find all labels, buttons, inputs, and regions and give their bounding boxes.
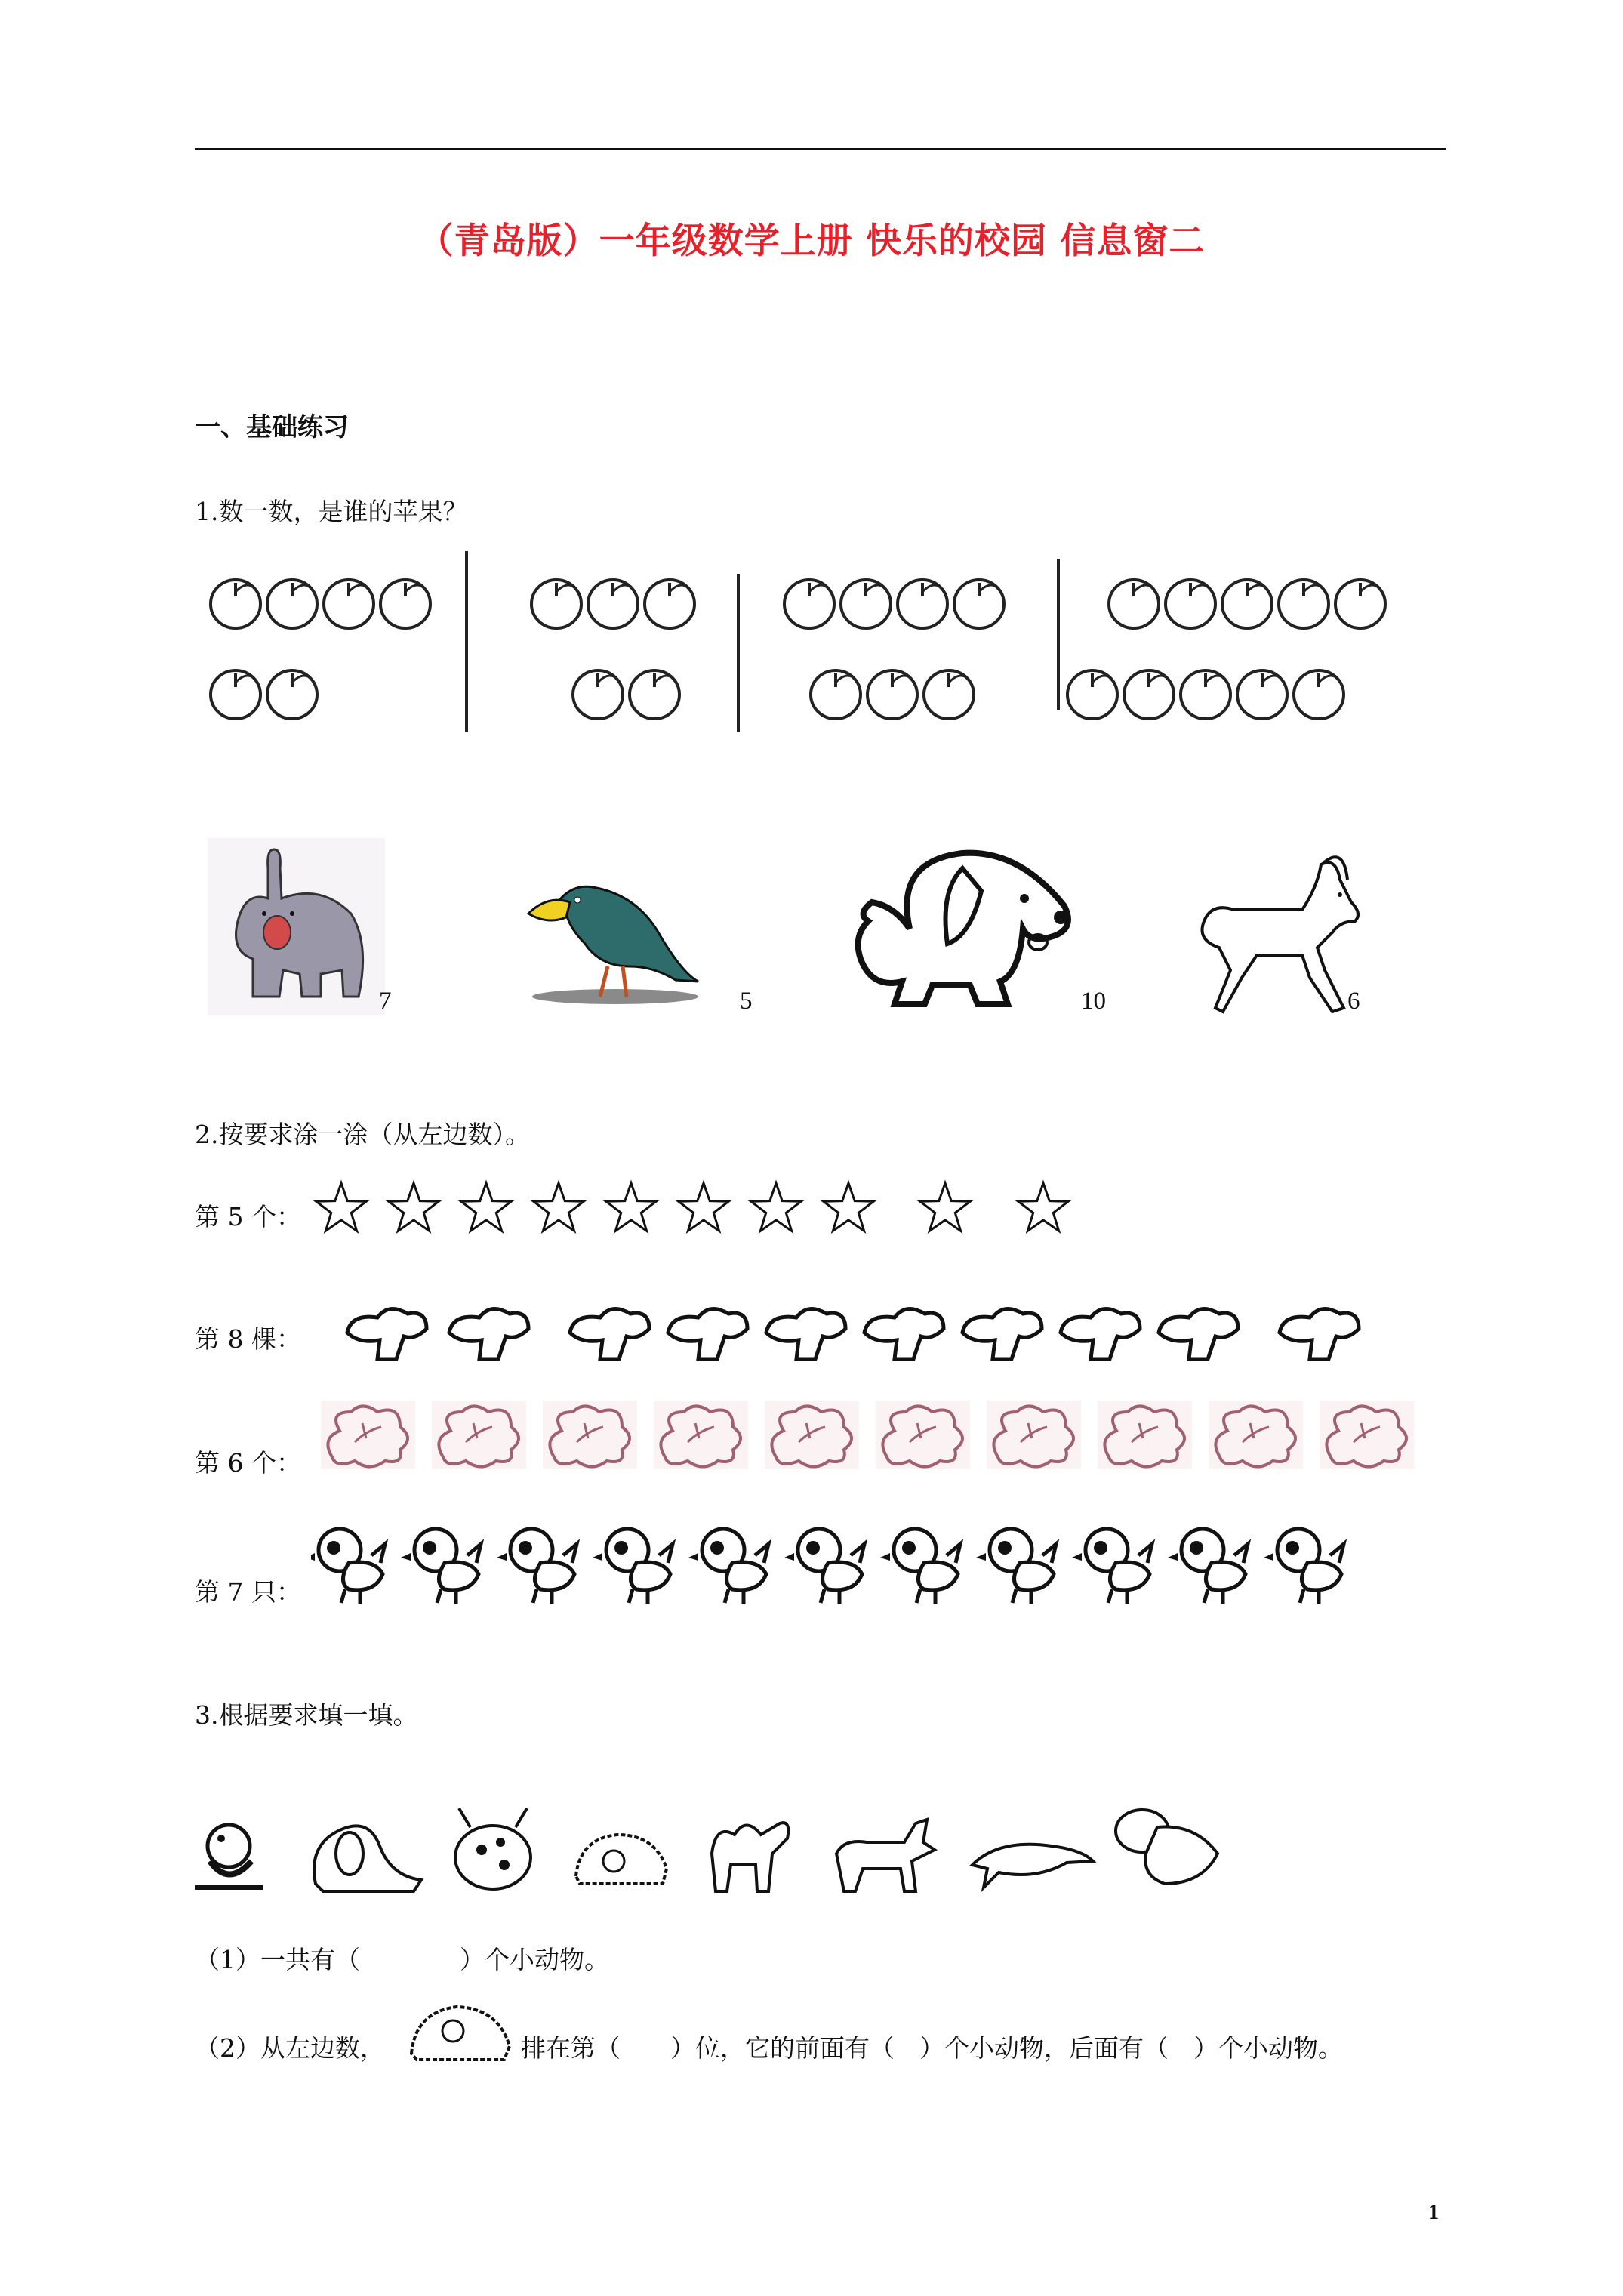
chick-icon xyxy=(1168,1529,1248,1604)
q3-sub2-before: （2）从左边数， xyxy=(195,2033,385,2063)
chick-icon xyxy=(976,1529,1056,1604)
q3-sub1: （1）一共有（ ）个小动物。 xyxy=(195,1945,609,1974)
elephant-number: 7 xyxy=(379,988,392,1015)
star-icon xyxy=(751,1183,802,1231)
apple-icon xyxy=(1335,580,1385,628)
apple-icon xyxy=(531,580,581,628)
apple-icon xyxy=(1166,580,1215,628)
elephant-picture xyxy=(208,838,385,1015)
chick-icon xyxy=(880,1529,960,1604)
apple-icon xyxy=(588,580,638,628)
apple-icon xyxy=(630,670,679,719)
star-icon xyxy=(920,1183,971,1231)
hedgehog-icon-inline xyxy=(408,1993,513,2065)
flower-icon xyxy=(543,1401,637,1469)
flower-icon xyxy=(1209,1401,1303,1469)
crow-number: 5 xyxy=(740,988,753,1015)
tree-icon xyxy=(347,1309,427,1359)
chick-icon xyxy=(688,1529,768,1604)
camel-icon xyxy=(712,1823,788,1891)
apple-icon xyxy=(924,670,974,719)
star-icon xyxy=(534,1183,584,1231)
apple-icon xyxy=(811,670,861,719)
q3-animal-row xyxy=(195,1801,1252,1895)
hedgehog-icon xyxy=(576,1835,667,1884)
flower-row[interactable] xyxy=(321,1401,1423,1476)
apple-icon xyxy=(324,580,374,628)
deer-icon xyxy=(836,1820,935,1891)
apple-icon xyxy=(380,580,430,628)
star-icon xyxy=(1018,1183,1069,1231)
apple-icon xyxy=(1067,670,1117,719)
top-rule xyxy=(195,148,1446,150)
star-icon xyxy=(316,1183,367,1231)
apple-icon xyxy=(1279,580,1329,628)
star-icon xyxy=(606,1183,657,1231)
star-icon xyxy=(679,1183,729,1231)
tree-icon xyxy=(1159,1309,1238,1359)
tree-icon xyxy=(1280,1309,1359,1359)
apple-icon xyxy=(867,670,917,719)
flower-icon xyxy=(654,1401,748,1469)
star-icon xyxy=(824,1183,874,1231)
q1-prompt: 1.数一数，是谁的苹果？ xyxy=(195,497,468,526)
flower-icon xyxy=(765,1401,859,1469)
flower-icon xyxy=(987,1401,1081,1469)
apple-icon xyxy=(645,580,694,628)
flower-icon xyxy=(876,1401,970,1469)
tree-icon xyxy=(962,1309,1042,1359)
chick-icon xyxy=(1072,1529,1152,1604)
bird-icon xyxy=(1116,1810,1218,1884)
chick-row[interactable] xyxy=(311,1521,1360,1608)
row-label-flower: 第 6 个： xyxy=(195,1448,301,1478)
ladybug-icon xyxy=(455,1808,531,1889)
apple-icon xyxy=(1109,580,1159,628)
tree-icon xyxy=(864,1309,944,1359)
apple-icon xyxy=(211,580,260,628)
goat-picture xyxy=(1189,849,1363,1015)
flower-icon xyxy=(1098,1401,1192,1469)
apple-icon xyxy=(267,580,317,628)
chick-icon xyxy=(1264,1529,1344,1604)
row-label-chick: 第 7 只： xyxy=(195,1577,301,1607)
goat-number: 6 xyxy=(1347,988,1360,1015)
crow-picture xyxy=(525,853,702,1004)
star-row[interactable] xyxy=(313,1179,1106,1240)
chick-icon xyxy=(784,1529,864,1604)
page-number: 1 xyxy=(1428,2201,1439,2224)
row-label-tree: 第 8 棵： xyxy=(195,1324,301,1354)
apple-icon xyxy=(211,670,260,719)
q3-prompt: 3.根据要求填一填。 xyxy=(195,1700,418,1730)
dog-number: 10 xyxy=(1081,988,1106,1015)
row-label-star: 第 5 个： xyxy=(195,1202,301,1231)
flower-icon xyxy=(321,1401,415,1469)
page-title: （青岛版）一年级数学上册 快乐的校园 信息窗二 xyxy=(417,220,1206,262)
apple-icon xyxy=(1294,670,1344,719)
chick-icon xyxy=(311,1529,385,1604)
apple-icon xyxy=(954,580,1004,628)
tree-row[interactable] xyxy=(332,1291,1389,1374)
flower-icon xyxy=(1320,1401,1414,1469)
apple-icon xyxy=(573,670,623,719)
apple-icon xyxy=(267,670,317,719)
apple-icon xyxy=(1181,670,1230,719)
tree-icon xyxy=(449,1309,528,1359)
apple-icon xyxy=(1237,670,1287,719)
tree-icon xyxy=(766,1309,845,1359)
puppy-icon xyxy=(314,1826,421,1891)
apple-icon xyxy=(841,580,891,628)
apple-groups xyxy=(189,551,1397,747)
apple-icon xyxy=(898,580,947,628)
dolphin-icon xyxy=(972,1845,1093,1888)
frog-icon xyxy=(195,1825,263,1888)
tree-icon xyxy=(570,1309,649,1359)
section-heading: 一、基础练习 xyxy=(195,412,349,442)
star-icon xyxy=(389,1183,439,1231)
q3-sub2-after: 排在第（ ）位，它的前面有（ ）个小动物，后面有（ ）个小动物。 xyxy=(521,2033,1343,2063)
apple-icon xyxy=(1124,670,1174,719)
tree-icon xyxy=(668,1309,747,1359)
chick-icon xyxy=(593,1529,673,1604)
flower-icon xyxy=(432,1401,526,1469)
q2-prompt: 2.按要求涂一涂（从左边数）。 xyxy=(195,1120,530,1149)
chick-icon xyxy=(497,1529,577,1604)
tree-icon xyxy=(1061,1309,1140,1359)
star-icon xyxy=(461,1183,512,1231)
chick-icon xyxy=(401,1529,481,1604)
dog-picture xyxy=(849,846,1076,1012)
apple-icon xyxy=(784,580,834,628)
apple-icon xyxy=(1222,580,1272,628)
